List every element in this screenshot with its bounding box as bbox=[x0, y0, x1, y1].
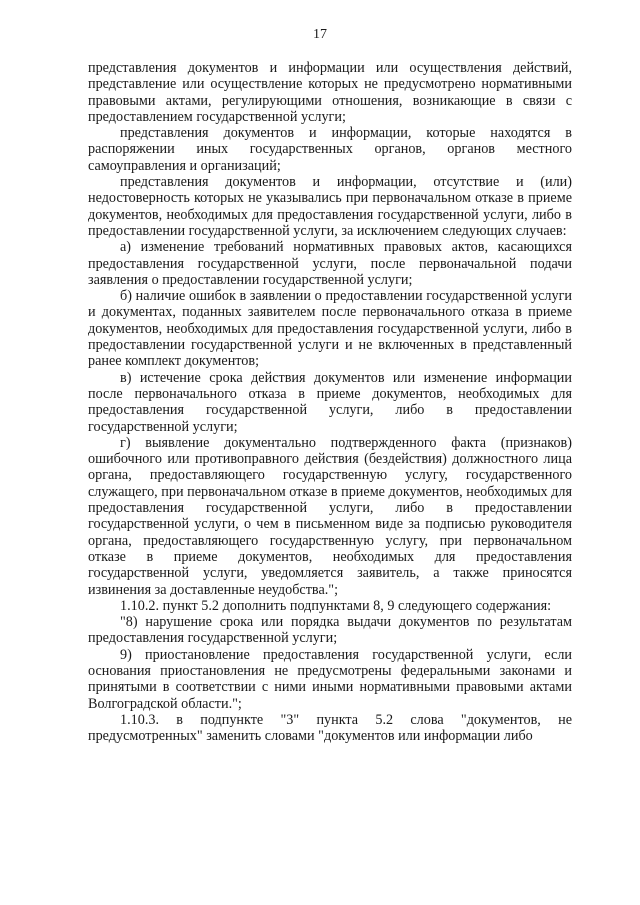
paragraph: представления документов и информации или осуществления действий, представление или осуществление которых не предусмотрено нормативными правовыми актами, регулирующими отношения, возникающие в связи с предоставлением государственной услуги; bbox=[88, 60, 572, 125]
paragraph: б) наличие ошибок в заявлении о предоставлении государственной услуги и документах, поданных заявителем после первоначального отказа в приеме документов, необходимых для предоставления государственной услуги, либо в предоставлении государственной услуги и не включенных в представленный ранее комплект документов; bbox=[88, 288, 572, 370]
paragraph: 9) приостановление предоставления государственной услуги, если основания приостановления не предусмотрены федеральными законами и принятыми в соответствии с ними иными нормативными правовыми актами Волгоградской области."; bbox=[88, 646, 572, 712]
paragraph: г) выявление документально подтвержденного факта (признаков) ошибочного или противоправного действия (бездействия) должностного лица органа, предоставляющего государственную услугу, государственного служащего, при первоначальном отказе в приеме документов, необходимых для предоставления государственной услуги, либо в предоставлении государственной услуги, о чем в письменном виде за подписью руководителя органа, предоставляющего государственную услугу, при первоначальном отказе в приеме документов, необходимых для предоставления государственной услуги, уведомляется заявитель, а также приносятся извинения за доставленные неудобства."; bbox=[88, 434, 572, 598]
paragraph: а) изменение требований нормативных правовых актов, касающихся предоставления государственной услуги, после первоначальной подачи заявления о предоставлении государственной услуги; bbox=[88, 239, 572, 288]
paragraph: в) истечение срока действия документов или изменение информации после первоначального отказа в приеме документов, необходимых для предоставления государственной услуги, либо в предоставлении государственной услуги; bbox=[88, 369, 572, 435]
paragraph: 1.10.3. в подпункте "3" пункта 5.2 слова "документов, не предусмотренных" заменить словами "документов или информации либо bbox=[88, 711, 572, 745]
paragraph: представления документов и информации, отсутствие и (или) недостоверность которых не указывались при первоначальном отказе в приеме документов, необходимых для предоставления государственной услуги, либо в предоставлении государственной услуги, за исключением следующих случаев: bbox=[88, 174, 572, 239]
page-number: 17 bbox=[313, 27, 327, 42]
paragraph: представления документов и информации, которые находятся в распоряжении иных государственных органов, органов местного самоуправления и организаций; bbox=[88, 125, 572, 174]
document-body bbox=[88, 60, 572, 744]
paragraph: "8) нарушение срока или порядка выдачи документов по результатам предоставления государственной услуги; bbox=[88, 614, 572, 647]
paragraph: 1.10.2. пункт 5.2 дополнить подпунктами 8, 9 следующего содержания: bbox=[120, 597, 552, 614]
